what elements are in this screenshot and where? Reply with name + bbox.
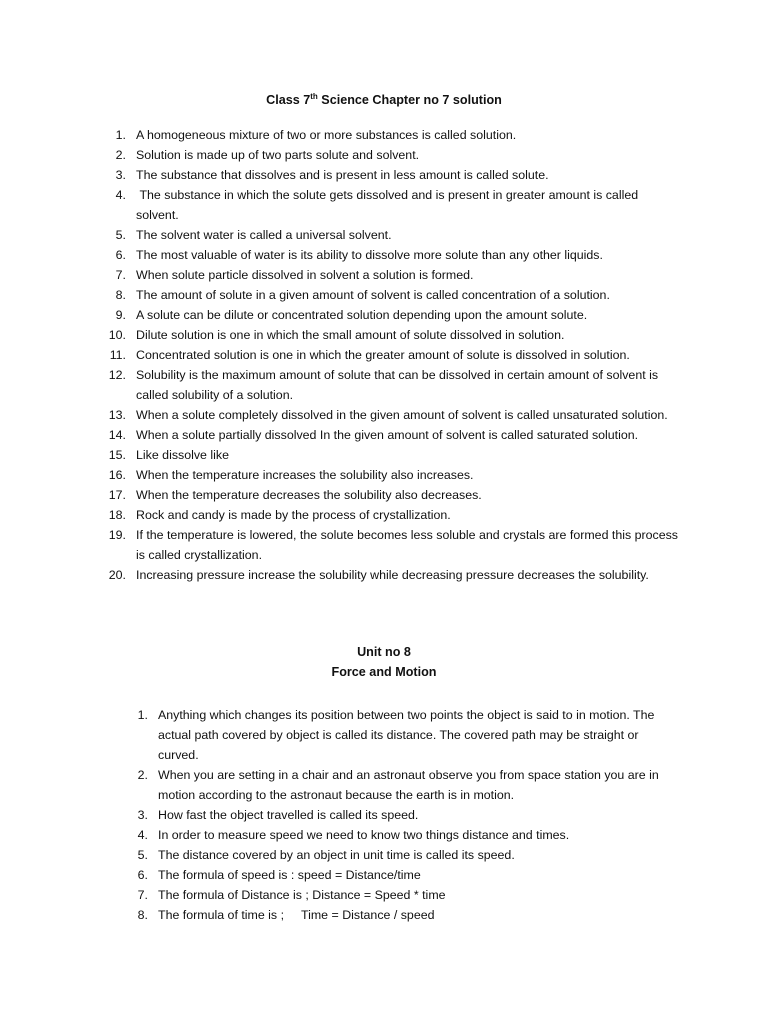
list-item-text: The solvent water is called a universal solvent. [136, 228, 392, 242]
unit-title: Force and Motion [331, 665, 437, 679]
list-item [126, 905, 682, 925]
list-item-text: Concentrated solution is one in which the greater amount of solute is dissolved in solution. [136, 348, 630, 362]
list-item-text: Anything which changes its position between two points the object is said to in motion. The actual path covered by object is called its distance. The covered path may be straight or curved. [158, 708, 658, 762]
list-item [104, 365, 684, 405]
force-motion-list [126, 705, 682, 925]
list-item [104, 465, 684, 485]
list-item-number: 8. [137, 908, 148, 922]
list-item-number: 13. [108, 408, 126, 422]
list-item-number: 3. [137, 808, 148, 822]
list-item-text: In order to measure speed we need to know two things distance and times. [158, 828, 570, 842]
list-item-text: Increasing pressure increase the solubility while decreasing pressure decreases the solubility. [136, 568, 649, 582]
list-item-text: When you are setting in a chair and an astronaut observe you from space station you are in motion according to the astronaut because the earth is in motion. [158, 768, 663, 802]
list-item [104, 445, 684, 465]
list-item [126, 705, 682, 765]
list-item-number: 5. [115, 228, 126, 242]
list-item-text: Solubility is the maximum amount of solute that can be dissolved in certain amount of solvent is called solubility of a solution. [136, 368, 662, 402]
list-item-text: The most valuable of water is its ability to dissolve more solute than any other liquids. [136, 248, 603, 262]
list-item-number: 14. [108, 428, 126, 442]
list-item [126, 865, 682, 885]
list-item-text: When the temperature decreases the solubility also decreases. [136, 488, 482, 502]
list-item-number: 2. [115, 148, 126, 162]
list-item-number: 18. [108, 508, 126, 522]
list-item [104, 185, 684, 225]
list-item-number: 11. [109, 348, 126, 362]
list-item [104, 325, 684, 345]
list-item-number: 8. [115, 288, 126, 302]
chapter-title [0, 93, 768, 107]
list-item-text: When a solute partially dissolved In the given amount of solvent is called saturated solution. [136, 428, 639, 442]
list-item [104, 345, 684, 365]
list-item-number: 15. [108, 448, 126, 462]
solution-list [104, 125, 684, 585]
list-item [126, 805, 682, 825]
list-item-text: The substance in which the solute gets dissolved and is present in greater amount is called solvent. [136, 188, 642, 222]
list-item-number: 3. [115, 168, 126, 182]
list-item-text: A homogeneous mixture of two or more substances is called solution. [136, 128, 517, 142]
list-item-number: 5. [137, 848, 148, 862]
list-item-text: The formula of Distance is ; Distance = Speed * time [158, 888, 446, 902]
list-item-number: 1. [137, 708, 148, 722]
list-item [104, 525, 684, 565]
unit-label: Unit no 8 [357, 645, 411, 659]
list-item [104, 165, 684, 185]
list-item [126, 825, 682, 845]
list-item-number: 1. [115, 128, 126, 142]
list-item-number: 6. [137, 868, 148, 882]
list-item-text: When the temperature increases the solubility also increases. [136, 468, 474, 482]
list-item [126, 885, 682, 905]
title-text: Class 7 [266, 93, 311, 107]
list-item-number: 17. [108, 488, 126, 502]
list-item-number: 7. [137, 888, 148, 902]
list-item-number: 2. [137, 768, 148, 782]
list-item [104, 505, 684, 525]
list-item [104, 245, 684, 265]
list-item-text: If the temperature is lowered, the solute becomes less soluble and crystals are formed this process is called crystallization. [136, 528, 682, 562]
list-item [104, 485, 684, 505]
title-superscript: th [310, 91, 318, 101]
list-item-text: The formula of time is ; Time = Distance / speed [158, 908, 435, 922]
list-item-number: 9. [115, 308, 126, 322]
list-item-text: When solute particle dissolved in solvent a solution is formed. [136, 268, 474, 282]
list-item-number: 6. [115, 248, 126, 262]
list-item [104, 565, 684, 585]
list-item [104, 125, 684, 145]
list-item-text: How fast the object travelled is called its speed. [158, 808, 419, 822]
list-item-text: Like dissolve like [136, 448, 229, 462]
list-item [104, 265, 684, 285]
list-item-number: 16. [108, 468, 126, 482]
list-item-text: The amount of solute in a given amount of solvent is called concentration of a solution. [136, 288, 610, 302]
list-item [126, 765, 682, 805]
list-item-text: A solute can be dilute or concentrated solution depending upon the amount solute. [136, 308, 588, 322]
list-item [104, 425, 684, 445]
title-text-rest: Science Chapter no 7 solution [317, 93, 502, 107]
list-item-number: 10. [108, 328, 126, 342]
list-item [126, 845, 682, 865]
list-item [104, 405, 684, 425]
list-item [104, 225, 684, 245]
list-item-text: When a solute completely dissolved in the given amount of solvent is called unsaturated solution. [136, 408, 668, 422]
list-item-number: 4. [115, 188, 126, 202]
list-item-number: 4. [137, 828, 148, 842]
list-item-number: 20. [108, 568, 126, 582]
list-item-text: The formula of speed is : speed = Distance/time [158, 868, 421, 882]
list-item [104, 145, 684, 165]
list-item-text: Dilute solution is one in which the small amount of solute dissolved in solution. [136, 328, 565, 342]
list-item-text: Solution is made up of two parts solute and solvent. [136, 148, 420, 162]
list-item-number: 19. [108, 528, 126, 542]
list-item-number: 7. [115, 268, 126, 282]
list-item-text: The distance covered by an object in unit time is called its speed. [158, 848, 515, 862]
list-item-text: The substance that dissolves and is present in less amount is called solute. [136, 168, 549, 182]
list-item-number: 12. [108, 368, 126, 382]
list-item [104, 285, 684, 305]
list-item [104, 305, 684, 325]
list-item-text: Rock and candy is made by the process of crystallization. [136, 508, 451, 522]
